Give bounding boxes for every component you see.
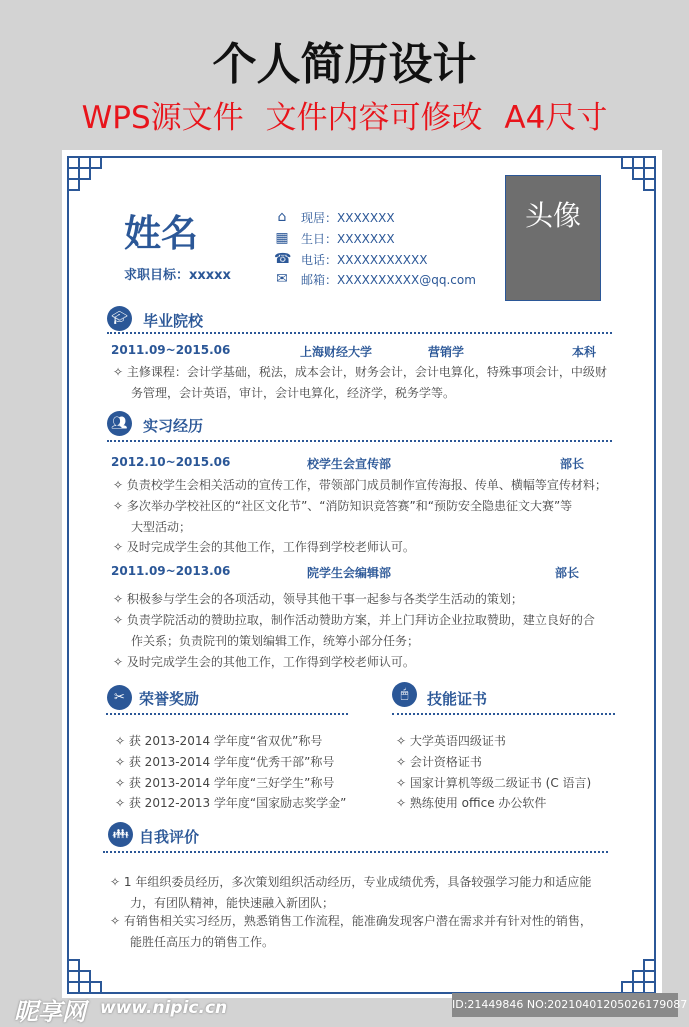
edu-school: 上海财经大学 [300,345,373,359]
self-line: 能胜任高压力的销售工作。 [130,935,275,949]
divider [106,713,348,715]
intern-line: ✧ 负责校学生会相关活动的宣传工作，带领部门成员制作宣传海报、传单、横幅等宣传材料； [113,478,607,492]
section-title-education: 毕业院校 [143,312,204,330]
honor-item: ✧ 获 2013-2014 学年度“三好学生”称号 [115,776,335,790]
team-icon: 👥︎ [107,411,132,436]
honor-item: ✧ 获 2013-2014 学年度“优秀干部”称号 [115,755,335,769]
skill-item: ✧ 大学英语四级证书 [396,734,506,748]
mail-icon: ✉ [276,271,288,287]
watermark-url: www.nipic.cn [100,998,228,1018]
candidate-name: 姓名 [124,212,198,255]
graduation-cap-icon: 🎓︎ [107,306,132,331]
intern-date: 2011.09~2013.06 [111,564,231,578]
self-line: 力，有团队精神，能快速融入新团队； [130,896,335,910]
job-objective: 求职目标：xxxxx [124,268,231,283]
section-title-self: 自我评价 [139,828,200,846]
contact-address: 现居：XXXXXXX [301,211,395,225]
divider [392,713,615,715]
honor-item: ✧ 获 2012-2013 学年度“国家励志奖学金” [115,796,347,810]
tools-icon: ✂ [107,685,132,710]
home-icon: ⌂ [277,209,287,225]
intern-line: ✧ 及时完成学生会的其他工作，工作得到学校老师认可。 [113,540,415,554]
intern-org: 校学生会宣传部 [307,457,392,471]
contact-phone: 电话：XXXXXXXXXXX [301,253,428,267]
section-title-skills: 技能证书 [427,690,488,708]
intern-line: ✧ 及时完成学生会的其他工作，工作得到学校老师认可。 [113,655,415,669]
calendar-icon: ▦ [275,230,289,246]
poster-subtitle: WPS源文件 文件内容可修改 A4尺寸 [81,100,608,136]
divider [103,851,608,853]
intern-line: ✧ 积极参与学生会的各项活动，领导其他干事一起参与各类学生活动的策划； [113,592,523,606]
section-title-honors: 荣誉奖励 [139,690,200,708]
edu-date: 2011.09~2015.06 [111,343,231,357]
contact-email: 邮箱：XXXXXXXXXX@qq.com [301,273,476,287]
contact-birthday: 生日：XXXXXXX [301,232,395,246]
edu-major: 营销学 [428,345,465,359]
self-line: ✧ 1 年组织委员经历，多次策划组织活动经历，专业成绩优秀，具备较强学习能力和适应能 [110,875,592,889]
poster-title: 个人简历设计 [212,39,477,90]
mouse-icon: 🖱︎ [392,682,417,707]
image-id-label: ID:21449846 NO:20210401205026179087 [452,993,678,1017]
intern-line: 作关系；负责院刊的策划编辑工作，统筹小部分任务； [131,634,420,648]
phone-icon: ☎ [274,251,292,267]
edu-line: 务管理，会计英语，审计，会计电算化，经济学，税务学等。 [131,386,456,400]
edu-degree: 本科 [572,345,597,359]
skill-item: ✧ 国家计算机等级二级证书 (C 语言) [396,776,592,790]
divider [107,440,612,442]
watermark-logo: 昵享网 [14,998,86,1026]
divider [107,332,612,334]
intern-line: 大型活动； [131,520,192,534]
intern-line: ✧ 负责学院活动的赞助拉取，制作活动赞助方案，并上门拜访企业拉取赞助，建立良好的合 [113,613,595,627]
skill-item: ✧ 会计资格证书 [396,755,482,769]
intern-date: 2012.10~2015.06 [111,455,231,469]
intern-role: 部长 [555,566,580,580]
honor-item: ✧ 获 2013-2014 学年度“省双优”称号 [115,734,323,748]
edu-line: ✧ 主修课程：会计学基础，税法，成本会计，财务会计，会计电算化，特殊事项会计，中级财 [113,365,607,379]
intern-role: 部长 [560,457,585,471]
photo-placeholder: 头像 [505,175,601,301]
skill-item: ✧ 熟练使用 office 办公软件 [396,796,547,810]
intern-org: 院学生会编辑部 [307,566,392,580]
intern-line: ✧ 多次举办学校社区的“社区文化节”、“消防知识竞答赛”和“预防安全隐患征文大赛”等 [113,499,573,513]
section-title-internship: 实习经历 [143,417,204,435]
people-icon: 👪︎ [108,822,133,847]
self-line: ✧ 有销售相关实习经历，熟悉销售工作流程，能准确发现客户潜在需求并有针对性的销售， [110,914,592,928]
